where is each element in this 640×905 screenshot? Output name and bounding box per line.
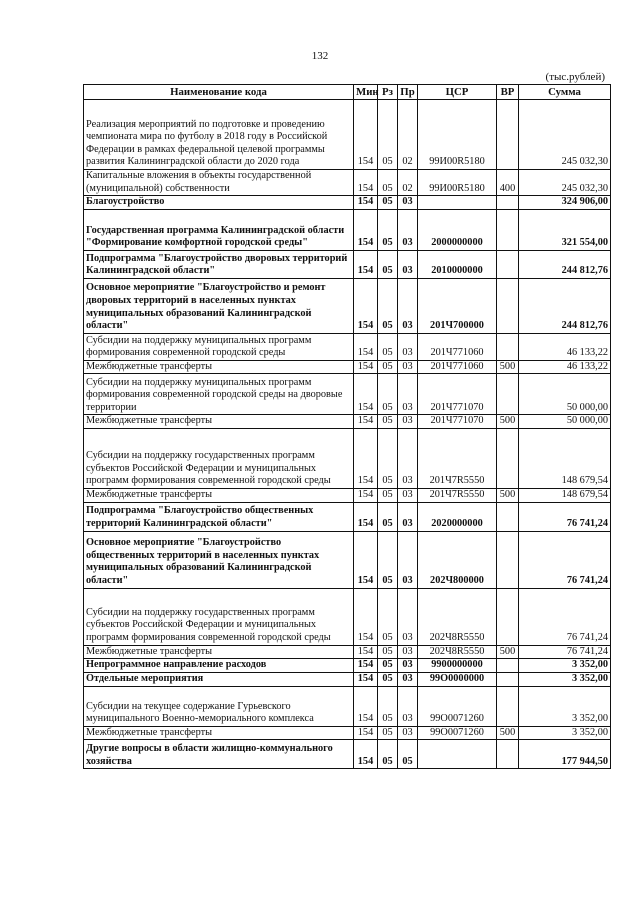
cell-rz: 05 bbox=[378, 209, 398, 250]
cell-csr: 2010000000 bbox=[418, 250, 497, 278]
cell-min: 154 bbox=[354, 100, 378, 170]
page-number: 132 bbox=[311, 50, 329, 62]
table-row bbox=[84, 588, 611, 645]
cell-vr bbox=[497, 100, 519, 170]
table-row bbox=[84, 659, 611, 673]
cell-sum: 324 906,00 bbox=[519, 196, 611, 210]
cell-name: Благоустройство bbox=[84, 196, 354, 210]
cell-rz: 05 bbox=[378, 726, 398, 740]
cell-csr: 2020000000 bbox=[418, 502, 497, 531]
cell-name: Субсидии на поддержку муниципальных программ формирования современной городской среды bbox=[84, 333, 354, 360]
cell-vr bbox=[497, 502, 519, 531]
cell-name: Другие вопросы в области жилищно-коммунального хозяйства bbox=[84, 740, 354, 769]
cell-name: Подпрограмма "Благоустройство дворовых территорий Калининградской области" bbox=[84, 250, 354, 278]
table-row bbox=[84, 645, 611, 659]
cell-sum: 245 032,30 bbox=[519, 100, 611, 170]
cell-min: 154 bbox=[354, 531, 378, 588]
cell-min: 154 bbox=[354, 333, 378, 360]
cell-sum: 3 352,00 bbox=[519, 672, 611, 686]
cell-name: Основное мероприятие "Благоустройство и ремонт дворовых территорий в населенных пунктах муниципальных образований Калининградской области" bbox=[84, 278, 354, 333]
cell-name: Основное мероприятие "Благоустройство общественных территорий в населенных пунктах муниципальных образований Калининградской области" bbox=[84, 531, 354, 588]
cell-vr bbox=[497, 428, 519, 488]
cell-vr: 500 bbox=[497, 488, 519, 502]
table-row bbox=[84, 100, 611, 170]
budget-table bbox=[83, 84, 611, 769]
cell-pr: 03 bbox=[398, 659, 418, 673]
cell-csr: 201Ч700000 bbox=[418, 278, 497, 333]
cell-sum: 76 741,24 bbox=[519, 645, 611, 659]
cell-name: Межбюджетные трансферты bbox=[84, 645, 354, 659]
cell-rz: 05 bbox=[378, 374, 398, 415]
cell-pr: 03 bbox=[398, 502, 418, 531]
cell-sum: 3 352,00 bbox=[519, 726, 611, 740]
cell-min: 154 bbox=[354, 502, 378, 531]
cell-rz: 05 bbox=[378, 645, 398, 659]
cell-sum: 76 741,24 bbox=[519, 588, 611, 645]
cell-rz: 05 bbox=[378, 428, 398, 488]
cell-csr: 202Ч8R5550 bbox=[418, 588, 497, 645]
cell-min: 154 bbox=[354, 250, 378, 278]
cell-csr: 99О0071260 bbox=[418, 686, 497, 726]
cell-pr: 03 bbox=[398, 428, 418, 488]
cell-rz: 05 bbox=[378, 196, 398, 210]
cell-sum: 46 133,22 bbox=[519, 360, 611, 374]
cell-name: Капитальные вложения в объекты государственной (муниципальной) собственности bbox=[84, 170, 354, 196]
cell-min: 154 bbox=[354, 196, 378, 210]
cell-name: Непрограммное направление расходов bbox=[84, 659, 354, 673]
cell-sum: 148 679,54 bbox=[519, 428, 611, 488]
cell-csr: 202Ч800000 bbox=[418, 531, 497, 588]
cell-csr: 201Ч7R5550 bbox=[418, 488, 497, 502]
cell-sum: 177 944,50 bbox=[519, 740, 611, 769]
cell-sum: 46 133,22 bbox=[519, 333, 611, 360]
cell-min: 154 bbox=[354, 428, 378, 488]
cell-name: Межбюджетные трансферты bbox=[84, 415, 354, 429]
cell-pr: 03 bbox=[398, 209, 418, 250]
cell-pr: 03 bbox=[398, 588, 418, 645]
cell-csr: 201Ч771060 bbox=[418, 360, 497, 374]
cell-sum: 244 812,76 bbox=[519, 250, 611, 278]
cell-csr: 9900000000 bbox=[418, 659, 497, 673]
cell-sum: 3 352,00 bbox=[519, 659, 611, 673]
cell-min: 154 bbox=[354, 278, 378, 333]
header-csr: ЦСР bbox=[418, 85, 497, 100]
cell-pr: 03 bbox=[398, 531, 418, 588]
units-label: (тыс.рублей) bbox=[545, 71, 605, 83]
cell-csr: 99И00R5180 bbox=[418, 170, 497, 196]
header-sum: Сумма bbox=[519, 85, 611, 100]
cell-rz: 05 bbox=[378, 686, 398, 726]
header-vr: ВР bbox=[497, 85, 519, 100]
table-row bbox=[84, 686, 611, 726]
cell-csr: 201Ч7R5550 bbox=[418, 428, 497, 488]
cell-rz: 05 bbox=[378, 170, 398, 196]
table-row bbox=[84, 488, 611, 502]
cell-sum: 76 741,24 bbox=[519, 531, 611, 588]
cell-min: 154 bbox=[354, 659, 378, 673]
cell-pr: 03 bbox=[398, 686, 418, 726]
cell-pr: 03 bbox=[398, 360, 418, 374]
cell-csr: 99О0071260 bbox=[418, 726, 497, 740]
cell-name: Субсидии на поддержку муниципальных программ формирования современной городской среды на дворовые территории bbox=[84, 374, 354, 415]
cell-vr bbox=[497, 672, 519, 686]
cell-vr bbox=[497, 278, 519, 333]
cell-pr: 03 bbox=[398, 645, 418, 659]
cell-vr bbox=[497, 250, 519, 278]
table-row bbox=[84, 502, 611, 531]
cell-sum: 50 000,00 bbox=[519, 374, 611, 415]
cell-sum: 245 032,30 bbox=[519, 170, 611, 196]
header-rz: Рз bbox=[378, 85, 398, 100]
cell-rz: 05 bbox=[378, 672, 398, 686]
cell-pr: 02 bbox=[398, 170, 418, 196]
cell-min: 154 bbox=[354, 672, 378, 686]
cell-vr: 500 bbox=[497, 645, 519, 659]
cell-name: Субсидии на поддержку государственных программ субъектов Российской Федерации и муниципальных программ формирования современной городской среды bbox=[84, 428, 354, 488]
cell-pr: 03 bbox=[398, 196, 418, 210]
cell-vr bbox=[497, 209, 519, 250]
table-row bbox=[84, 415, 611, 429]
cell-csr: 99О0000000 bbox=[418, 672, 497, 686]
cell-sum: 321 554,00 bbox=[519, 209, 611, 250]
cell-min: 154 bbox=[354, 740, 378, 769]
table-row bbox=[84, 209, 611, 250]
cell-vr: 500 bbox=[497, 726, 519, 740]
table-row bbox=[84, 333, 611, 360]
cell-pr: 03 bbox=[398, 488, 418, 502]
cell-min: 154 bbox=[354, 726, 378, 740]
cell-vr: 400 bbox=[497, 170, 519, 196]
cell-pr: 02 bbox=[398, 100, 418, 170]
cell-csr: 201Ч771060 bbox=[418, 333, 497, 360]
cell-min: 154 bbox=[354, 360, 378, 374]
cell-name: Межбюджетные трансферты bbox=[84, 488, 354, 502]
table-row bbox=[84, 360, 611, 374]
cell-sum: 76 741,24 bbox=[519, 502, 611, 531]
cell-min: 154 bbox=[354, 588, 378, 645]
cell-pr: 03 bbox=[398, 278, 418, 333]
cell-csr bbox=[418, 196, 497, 210]
header-name: Наименование кода bbox=[84, 85, 354, 100]
table-row bbox=[84, 170, 611, 196]
cell-name: Субсидии на текущее содержание Гурьевского муниципального Военно-мемориального комплекса bbox=[84, 686, 354, 726]
cell-rz: 05 bbox=[378, 415, 398, 429]
cell-csr: 201Ч771070 bbox=[418, 374, 497, 415]
cell-rz: 05 bbox=[378, 740, 398, 769]
cell-name: Подпрограмма "Благоустройство общественных территорий Калининградской области" bbox=[84, 502, 354, 531]
table-row bbox=[84, 196, 611, 210]
table-row bbox=[84, 428, 611, 488]
cell-min: 154 bbox=[354, 374, 378, 415]
cell-rz: 05 bbox=[378, 360, 398, 374]
cell-min: 154 bbox=[354, 209, 378, 250]
cell-name: Субсидии на поддержку государственных программ субъектов Российской Федерации и муниципальных программ формирования современной городской среды bbox=[84, 588, 354, 645]
cell-vr bbox=[497, 196, 519, 210]
cell-vr bbox=[497, 531, 519, 588]
cell-sum: 3 352,00 bbox=[519, 686, 611, 726]
cell-min: 154 bbox=[354, 488, 378, 502]
cell-sum: 50 000,00 bbox=[519, 415, 611, 429]
cell-pr: 05 bbox=[398, 740, 418, 769]
cell-csr bbox=[418, 740, 497, 769]
table-row bbox=[84, 250, 611, 278]
table-row bbox=[84, 726, 611, 740]
cell-min: 154 bbox=[354, 645, 378, 659]
table-row bbox=[84, 278, 611, 333]
cell-name: Государственная программа Калининградской области "Формирование комфортной городской среды" bbox=[84, 209, 354, 250]
cell-csr: 2000000000 bbox=[418, 209, 497, 250]
cell-pr: 03 bbox=[398, 250, 418, 278]
table-header-row bbox=[84, 85, 611, 100]
cell-name: Межбюджетные трансферты bbox=[84, 726, 354, 740]
cell-csr: 202Ч8R5550 bbox=[418, 645, 497, 659]
cell-name: Реализация мероприятий по подготовке и проведению чемпионата мира по футболу в 2018 году в Российской Федерации в рамках федеральной целевой программы развития Калининградской области до 2020 года bbox=[84, 100, 354, 170]
cell-rz: 05 bbox=[378, 333, 398, 360]
cell-pr: 03 bbox=[398, 415, 418, 429]
cell-pr: 03 bbox=[398, 726, 418, 740]
cell-csr: 201Ч771070 bbox=[418, 415, 497, 429]
cell-min: 154 bbox=[354, 415, 378, 429]
cell-pr: 03 bbox=[398, 374, 418, 415]
cell-sum: 244 812,76 bbox=[519, 278, 611, 333]
table-row bbox=[84, 531, 611, 588]
cell-rz: 05 bbox=[378, 488, 398, 502]
cell-vr bbox=[497, 333, 519, 360]
cell-rz: 05 bbox=[378, 659, 398, 673]
cell-vr bbox=[497, 740, 519, 769]
cell-name: Отдельные мероприятия bbox=[84, 672, 354, 686]
cell-vr: 500 bbox=[497, 415, 519, 429]
table-row bbox=[84, 374, 611, 415]
cell-csr: 99И00R5180 bbox=[418, 100, 497, 170]
cell-vr bbox=[497, 374, 519, 415]
cell-vr: 500 bbox=[497, 360, 519, 374]
cell-name: Межбюджетные трансферты bbox=[84, 360, 354, 374]
cell-vr bbox=[497, 686, 519, 726]
header-pr: Пр bbox=[398, 85, 418, 100]
cell-sum: 148 679,54 bbox=[519, 488, 611, 502]
table-row bbox=[84, 672, 611, 686]
cell-vr bbox=[497, 659, 519, 673]
cell-rz: 05 bbox=[378, 588, 398, 645]
cell-rz: 05 bbox=[378, 531, 398, 588]
header-min: Мин bbox=[354, 85, 378, 100]
table-row bbox=[84, 740, 611, 769]
cell-rz: 05 bbox=[378, 100, 398, 170]
cell-rz: 05 bbox=[378, 502, 398, 531]
cell-rz: 05 bbox=[378, 250, 398, 278]
cell-pr: 03 bbox=[398, 672, 418, 686]
cell-min: 154 bbox=[354, 170, 378, 196]
cell-rz: 05 bbox=[378, 278, 398, 333]
cell-min: 154 bbox=[354, 686, 378, 726]
cell-pr: 03 bbox=[398, 333, 418, 360]
cell-vr bbox=[497, 588, 519, 645]
